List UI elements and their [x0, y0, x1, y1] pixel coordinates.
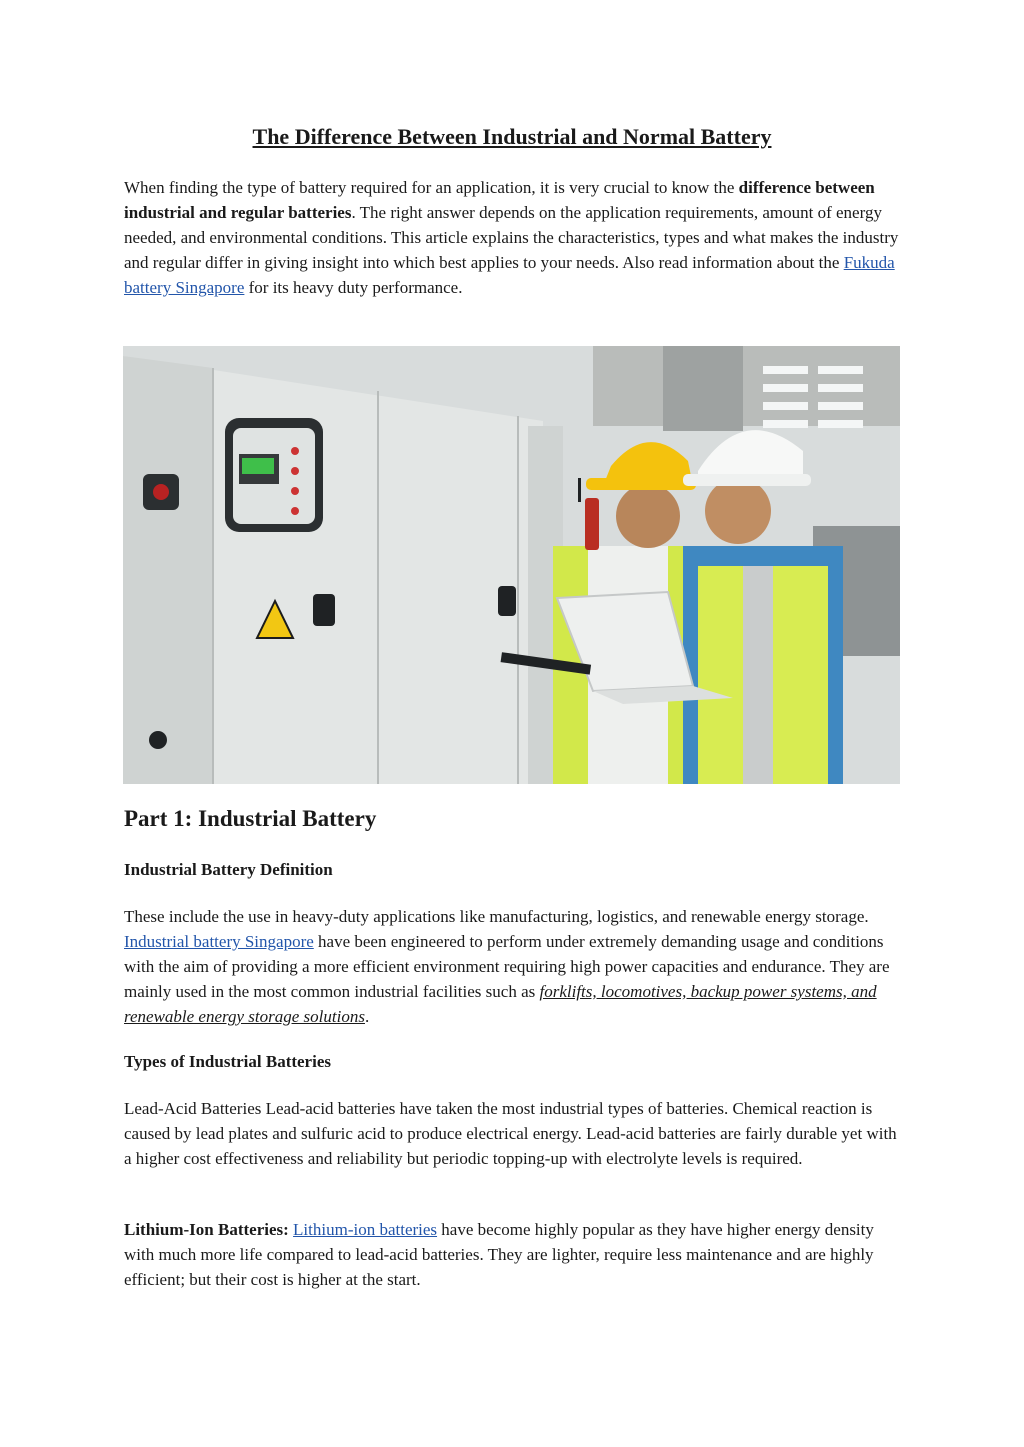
applications-emphasis: forklifts, locomotives, backup power systems, and renewable energy storage solutions: [124, 982, 877, 1026]
fukuda-battery-link[interactable]: Fukuda battery Singapore: [124, 253, 895, 297]
definition-heading: Industrial Battery Definition: [124, 860, 333, 879]
lithium-ion-link[interactable]: Lithium-ion batteries: [293, 1220, 438, 1239]
definition-paragraph: [124, 904, 904, 1029]
definition-text-2: have been engineered to perform under extremely demanding usage and conditions with the aim of providing a more efficient environment requiring high power capacities and endurance. They are mainly used in the most common industrial facilities such as: [124, 932, 890, 1001]
lithium-paragraph: [124, 1217, 904, 1292]
industrial-battery-link[interactable]: Industrial battery Singapore: [124, 932, 314, 951]
intro-bold-text: difference between industrial and regular batteries: [124, 178, 875, 222]
types-heading: Types of Industrial Batteries: [124, 1052, 331, 1071]
intro-paragraph: [124, 175, 904, 300]
lead-acid-paragraph: Lead-Acid Batteries Lead-acid batteries have taken the most industrial types of batteries. Chemical reaction is caused by lead plates and sulfuric acid to produce electrical energy. Lead-acid batteries are fairly durable yet with a higher cost effectiveness and reliability but periodic topping-up with electrolyte levels is required.: [124, 1099, 897, 1168]
section-heading-part1: Part 1: Industrial Battery: [124, 806, 377, 831]
intro-text-3: for its heavy duty performance.: [244, 278, 463, 297]
engineers-photo: [123, 346, 900, 784]
intro-text-2: . The right answer depends on the application requirements, amount of energy needed, and environmental conditions. This article explains the characteristics, types and what makes the industry and regular differ in giving insight into which best applies to your needs. Also read information about the: [124, 203, 899, 272]
page-title: The Difference Between Industrial and Normal Battery: [252, 124, 772, 149]
lithium-text: have become highly popular as they have higher energy density with much more life compared to lead-acid batteries. They are lighter, require less maintenance and are highly efficient; but their cost is higher at the start.: [124, 1220, 874, 1289]
lithium-label: Lithium-Ion Batteries:: [124, 1220, 289, 1239]
definition-text-3: .: [364, 1007, 370, 1026]
definition-text-1: These include the use in heavy-duty applications like manufacturing, logistics, and renewable energy storage.: [124, 907, 869, 926]
intro-text-1: When finding the type of battery required for an application, it is very crucial to know the: [124, 178, 739, 197]
